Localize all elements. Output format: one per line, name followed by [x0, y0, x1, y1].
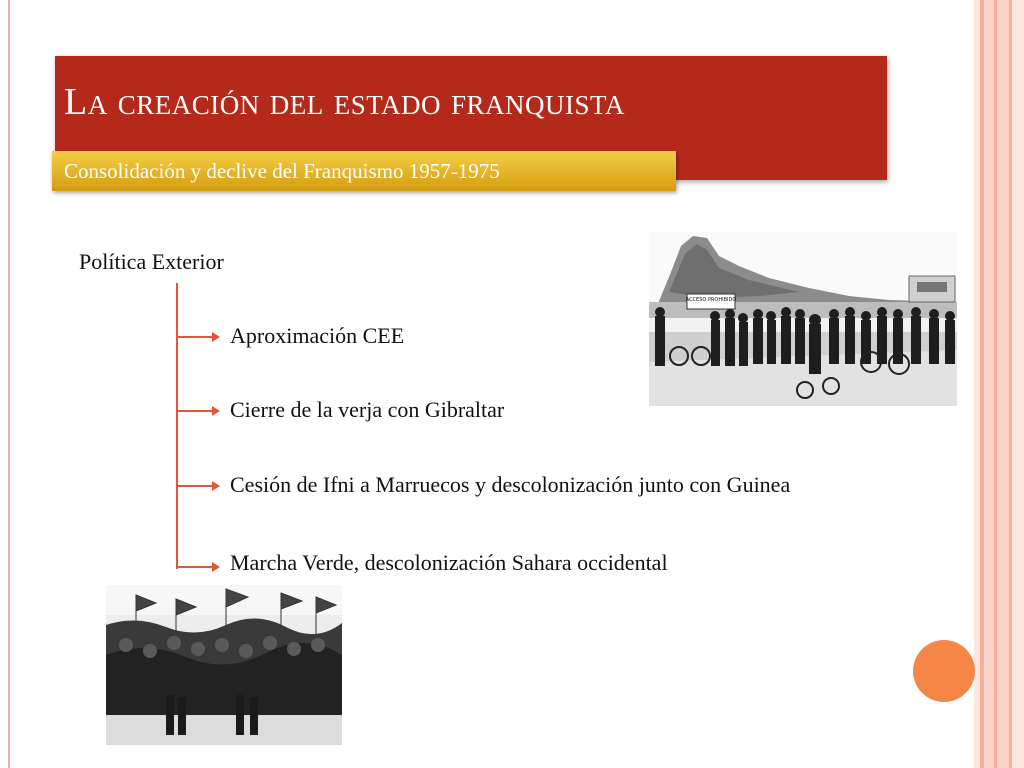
- arrow-right-icon: [212, 406, 220, 416]
- left-border-line: [8, 0, 10, 768]
- list-item-aproximacion-cee: Aproximación CEE: [230, 323, 405, 348]
- tree-connector-line: [176, 283, 178, 569]
- marcha-verde-photo: [106, 585, 342, 745]
- decorative-orange-circle: [913, 640, 975, 702]
- tree-branch-line: [176, 336, 216, 338]
- list-item-cesion-ifni: Cesión de Ifni a Marruecos y descolonización junto con Guinea: [230, 472, 791, 497]
- tree-branch-line: [176, 566, 216, 568]
- list-item-cierre-verja: Cierre de la verja con Gibraltar: [230, 397, 505, 422]
- arrow-right-icon: [212, 332, 220, 342]
- list-item-marcha-verde: Marcha Verde, descolonización Sahara occidental: [230, 550, 668, 575]
- slide-title: La creación del estado franquista: [64, 81, 625, 123]
- right-decorative-stripes: [974, 0, 1024, 768]
- gibraltar-sign-text: ACCESO PROHIBIDO: [685, 297, 737, 303]
- tree-branch-line: [176, 410, 216, 412]
- gibraltar-border-photo: [649, 232, 957, 406]
- section-label: Política Exterior: [79, 249, 224, 274]
- arrow-right-icon: [212, 562, 220, 572]
- tree-branch-line: [176, 485, 216, 487]
- arrow-right-icon: [212, 481, 220, 491]
- slide-subtitle: Consolidación y declive del Franquismo 1957-1975: [64, 159, 500, 183]
